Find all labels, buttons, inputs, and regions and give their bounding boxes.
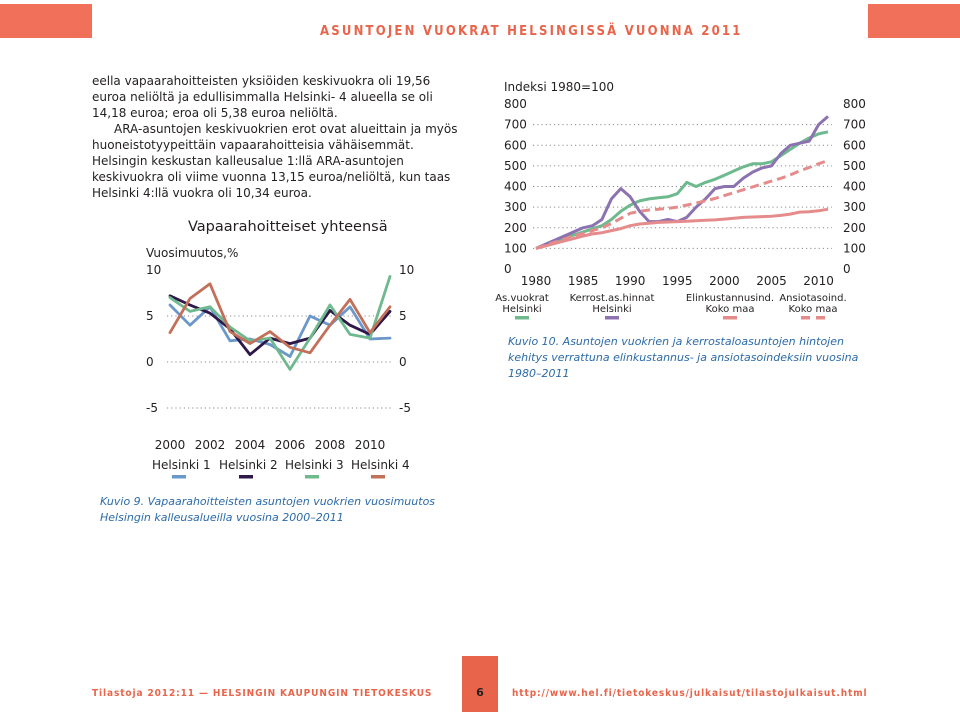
chart1-ytick-left: 5: [146, 309, 154, 323]
chart2-legend-swatch: [605, 316, 619, 320]
chart2-ytick-right: 100: [843, 241, 866, 256]
chart2-xtick: 1990: [614, 274, 646, 288]
chart1-legend-label: Helsinki 2: [219, 458, 278, 472]
chart1-ytick-left: 10: [146, 263, 162, 277]
chart1-ytick-left: -5: [146, 401, 158, 415]
chart2-ytick-left: 700: [504, 117, 527, 132]
chart1-xtick: 2004: [234, 438, 266, 452]
footer-publication: Tilastoja 2012:11 — HELSINGIN KAUPUNGIN TIETOKESKUS: [92, 688, 433, 699]
chart2-xtick: 1980: [520, 274, 552, 288]
chart1-legend-label: Helsinki 4: [351, 458, 410, 472]
chart2-ytick-right: 500: [843, 158, 866, 173]
chart1-legend-swatch: [239, 475, 253, 479]
chart1-legend-swatch: [172, 475, 186, 479]
chart2-ytick-right: 800: [843, 97, 866, 111]
chart2-ytick-right: 200: [843, 220, 866, 235]
chart2-xtick: 1985: [567, 274, 599, 288]
chart2-legend-label: Elinkustannusind.: [685, 293, 775, 304]
chart2-series-line: [536, 161, 828, 249]
footer-url[interactable]: http://www.hel.fi/tietokeskus/julkaisut/tilastojulkaisut.html: [512, 688, 868, 699]
chart1-legend-label: Helsinki 1: [152, 458, 211, 472]
chart1-legend-swatch: [305, 475, 319, 479]
chart2-ytick-right: 300: [843, 200, 866, 215]
chart1-ytick-right: 5: [399, 309, 407, 323]
body-paragraph-2: ARA-asuntojen keskivuokrien erot ovat alueittain ja myös huoneistotyypeittäin vapaarahoitteisia vähäisemmät. Helsingin keskustan kalleusalue 1:llä ARA-asuntojen keskivuokra oli viime vuonna 13,15 euroa/neliöltä, kun taas Helsinki 4:llä vuokra oli 10,34 euroa.: [92, 122, 458, 200]
chart2-legend-label: Helsinki: [592, 304, 632, 315]
chart2-ytick-left: 500: [504, 158, 527, 173]
chart2-legend-label: As.vuokrat: [495, 293, 549, 304]
chart2-ytick-right: 0: [843, 262, 851, 276]
page-number: 6: [476, 686, 484, 699]
chart2-legend-label: Koko maa: [788, 304, 838, 315]
chart1-xtick: 2006: [274, 438, 306, 452]
chart1-xtick: 2008: [314, 438, 346, 452]
chart1-title: Vapaarahoitteiset yhteensä: [188, 219, 388, 235]
chart2-xtick: 1995: [662, 274, 693, 288]
chart2-ytick-left: 300: [504, 200, 527, 215]
chart2-ytick-left: 600: [504, 138, 527, 153]
chart2-legend-swatch: [515, 316, 529, 320]
chart2-ytick-right: 700: [843, 117, 866, 132]
chart1-xtick: 2000: [154, 438, 186, 452]
chart1-legend-swatch: [371, 475, 385, 479]
chart1-ytick-right: 10: [399, 263, 415, 277]
chart1-legend-label: Helsinki 3: [285, 458, 344, 472]
chart1-ylabel: Vuosimuutos,%: [146, 246, 239, 260]
chart2-legend-swatch: [801, 316, 810, 320]
chart2-legend-swatch: [723, 316, 737, 320]
chart1-series-line: [170, 296, 390, 355]
chart2-legend-label: Helsinki: [502, 304, 542, 315]
caption-kuvio-9: Kuvio 9. Vapaarahoitteisten asuntojen vuokrien vuosimuutos Helsingin kalleusalueilla vuosina 2000–2011: [100, 495, 436, 524]
page-header-title: ASUNTOJEN VUOKRAT HELSINGISSÄ VUONNA 2011: [320, 24, 743, 39]
caption-kuvio-10: Kuvio 10. Asuntojen vuokrien ja kerrostaloasuntojen hintojen kehitys verrattuna elinkustannus- ja ansiotasoindeksiin vuosina 1980–2011: [508, 335, 859, 380]
chart2-legend-label: Koko maa: [705, 304, 755, 315]
chart2-title: Indeksi 1980=100: [504, 80, 614, 94]
chart2-xtick: 2010: [803, 274, 834, 288]
chart2-ytick-right: 600: [843, 138, 866, 153]
chart2-xtick: 2000: [709, 274, 740, 288]
chart1-xtick: 2002: [194, 438, 226, 452]
chart2-legend-swatch: [816, 316, 825, 320]
chart1-xtick: 2010: [354, 438, 386, 452]
body-paragraph-1: eella vapaarahoitteisten yksiöiden keskivuokra oli 19,56 euroa neliöltä ja edullisimmalla Helsinki- 4 alueella se oli 14,18 euroa; eroa oli 5,38 euroa neliöltä.: [92, 74, 433, 120]
chart2-ytick-left: 100: [504, 241, 527, 256]
chart2-legend-label: Kerrost.as.hinnat: [569, 293, 655, 304]
chart2-series-line: [536, 116, 828, 248]
chart2-ytick-left: 400: [504, 179, 527, 194]
chart2-ytick-left: 0: [504, 262, 512, 276]
chart2-ytick-left: 800: [504, 97, 527, 111]
chart2-ytick-right: 400: [843, 179, 866, 194]
chart2-legend-label: Ansiotasoind.: [779, 293, 847, 304]
chart2-xtick: 2005: [756, 274, 787, 288]
chart1-ytick-right: -5: [399, 401, 411, 415]
chart1-ytick-left: 0: [146, 355, 154, 369]
chart2-ytick-left: 200: [504, 220, 527, 235]
page-number-tab: [462, 656, 498, 712]
chart1-ytick-right: 0: [399, 355, 407, 369]
